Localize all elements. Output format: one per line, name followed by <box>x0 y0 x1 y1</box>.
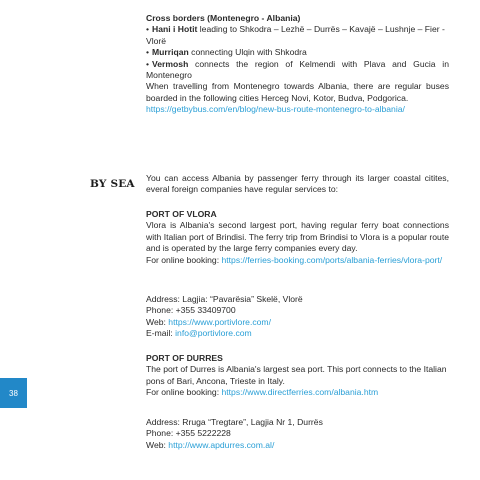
vlora-web <box>146 317 449 328</box>
sea-intro <box>146 173 449 196</box>
page-number-tab <box>0 378 27 408</box>
durres-booking <box>146 387 449 398</box>
vlora-address: Address: Lagjia: “Pavarësia” Skelë, Vlorë <box>146 294 303 304</box>
durres-title: PORT OF DURRES <box>146 353 223 363</box>
bullet-icon: • <box>146 58 150 69</box>
durres-web <box>146 440 449 451</box>
email-label: E-mail: <box>146 328 176 339</box>
booking-label: For online booking: <box>146 254 222 265</box>
vlora-phone: Phone: +355 33409700 <box>146 305 236 316</box>
list-item <box>146 59 449 82</box>
crossing-name: Hani i Hotit <box>152 24 198 35</box>
page-number: 38 <box>9 388 18 398</box>
vlora-booking-link[interactable]: https://ferries-booking.com/ports/albania-ferries/vlora-port/ <box>221 254 443 265</box>
vlora-section <box>146 209 449 266</box>
vlora-title: PORT OF VLORA <box>146 209 217 219</box>
durres-address: Address: Rruga “Tregtare”, Lagjia Nr 1, Durrës <box>146 417 323 427</box>
by-sea-heading: BY SEA <box>90 178 135 190</box>
vlora-email-link[interactable]: info@portivlore.com <box>175 328 252 339</box>
durres-contact <box>146 417 449 451</box>
web-label: Web: <box>146 439 169 450</box>
crossing-description: connecting Ulqin with Shkodra <box>188 47 307 58</box>
vlora-description: Vlora is Albania's second largest port, having regular ferry boat connections with Italian port of Brindisi. The ferry trip from Brindisi to Vlora is a popular route and is operated by the large ferry companies every day. <box>146 220 449 254</box>
vlora-contact <box>146 294 449 340</box>
durres-description: The port of Durres is Albania's largest sea port. This port connects to the Italian pons of Bari, Ancona, Trieste in Italy. <box>146 364 447 386</box>
durres-section <box>146 353 449 399</box>
crossing-name: Murriqan <box>152 47 189 58</box>
booking-label: For online booking: <box>146 387 222 398</box>
sea-intro-text: You can access Albania by passenger ferry through its larger coastal citites, everal foreign companies have regular services to: <box>146 173 449 195</box>
crossing-name: Vermosh <box>152 58 189 69</box>
bullet-icon: • <box>146 24 150 35</box>
bus-route-link[interactable]: https://getbybus.com/en/blog/new-bus-route-montenegro-to-albania/ <box>146 104 405 115</box>
list-item <box>146 47 449 58</box>
vlora-web-link[interactable]: https://www.portivlore.com/ <box>168 316 271 327</box>
bus-paragraph: When travelling from Montenegro towards Albania, there are regular buses boarded in the following cities Herceg Novi, Kotor, Budva, Podgorica. <box>146 81 449 103</box>
crossing-description: connects the region of Kelmendi with Plava and Gucia in Montenegro <box>146 58 449 81</box>
crossing-description: leading to Shkodra – Lezhë – Durrës – Kavajë – Lushnje – Fier - Vlorë <box>146 24 445 46</box>
web-label: Web: <box>146 316 169 327</box>
durres-booking-link[interactable]: https://www.directferries.com/albania.htm <box>221 387 379 398</box>
vlora-booking <box>146 255 449 266</box>
vlora-email <box>146 328 449 339</box>
durres-phone: Phone: +355 5222228 <box>146 428 231 439</box>
cross-borders-section <box>146 13 449 116</box>
durres-web-link[interactable]: http://www.apdurres.com.al/ <box>168 439 275 450</box>
bullet-icon: • <box>146 47 150 58</box>
list-item <box>146 24 449 47</box>
cross-borders-title: Cross borders (Montenegro - Albania) <box>146 13 301 23</box>
